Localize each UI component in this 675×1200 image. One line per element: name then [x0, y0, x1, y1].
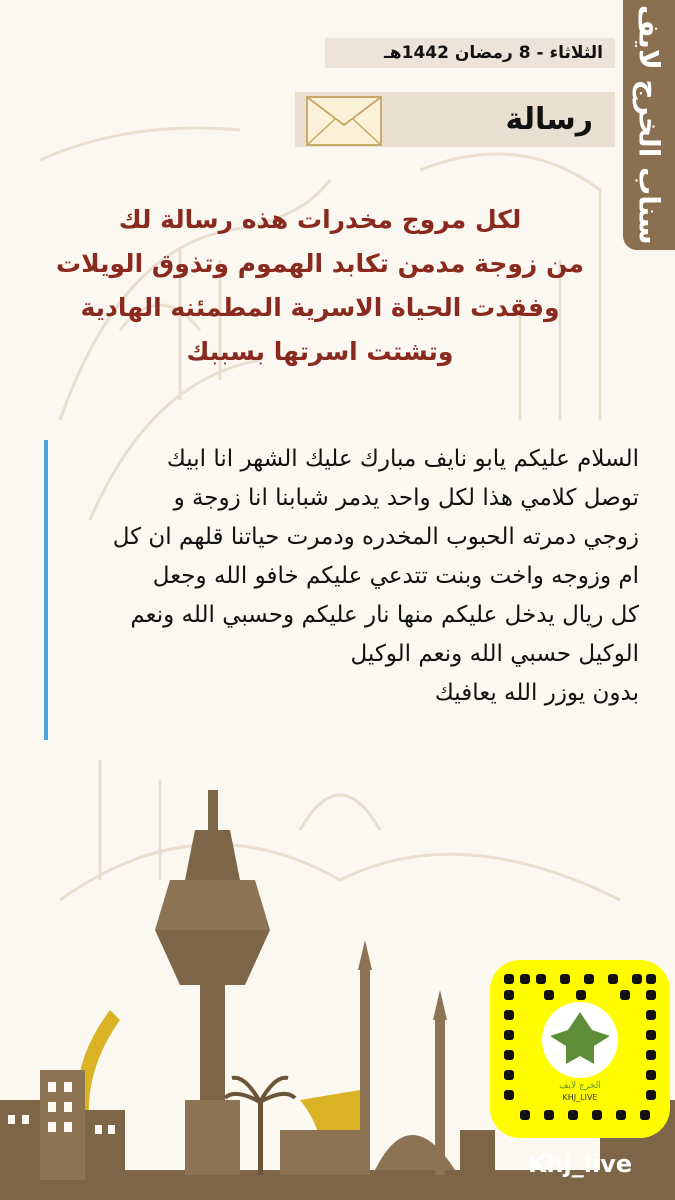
letter-body	[44, 440, 639, 740]
side-tab	[623, 0, 675, 250]
letter-line: توصل كلامي هذا لكل واحد يدمر شبابنا انا زوجة و	[173, 485, 639, 511]
letter-line: الوكيل حسبي الله ونعم الوكيل	[350, 641, 639, 667]
date-bar	[325, 38, 615, 68]
snapcode-logo-sub: KHJ_LIVE	[562, 1093, 598, 1102]
date-text: الثلاثاء - 8 رمضان 1442هـ	[384, 43, 603, 63]
headline-line: وتشتت اسرتها بسببك	[186, 337, 454, 366]
letter-line: ام وزوجه واخت وبنت تتدعي عليكم خافو الله وجعل	[152, 563, 639, 589]
snapcode-pattern	[490, 960, 670, 1138]
letter-line: كل ريال يدخل عليكم منها نار عليكم وحسبي الله ونعم	[130, 602, 639, 628]
letter-line: زوجي دمرته الحبوب المخدره ودمرت حياتنا قلهم ان كل	[112, 524, 639, 550]
letter-line: السلام عليكم يابو نايف مبارك عليك الشهر انا ابيك	[166, 446, 639, 472]
headline-line: وفقدت الحياة الاسرية المطمئنه الهادية	[80, 293, 560, 322]
headline-line: لكل مروج مخدرات هذه رسالة لك	[118, 205, 522, 234]
snapcode-qr[interactable]	[490, 960, 670, 1138]
snapcode-logo-text: الخرج لايف	[559, 1081, 601, 1091]
headline	[40, 198, 600, 374]
envelope-icon	[305, 95, 383, 147]
account-handle: Khj_live	[527, 1150, 633, 1178]
letter-line: بدون يوزر الله يعافيك	[434, 680, 639, 706]
side-tab-label: سناب الخرج لايف	[632, 5, 666, 245]
headline-line: من زوجة مدمن تكابد الهموم وتذوق الويلات	[56, 249, 584, 278]
page-title: رسالة	[505, 102, 593, 137]
